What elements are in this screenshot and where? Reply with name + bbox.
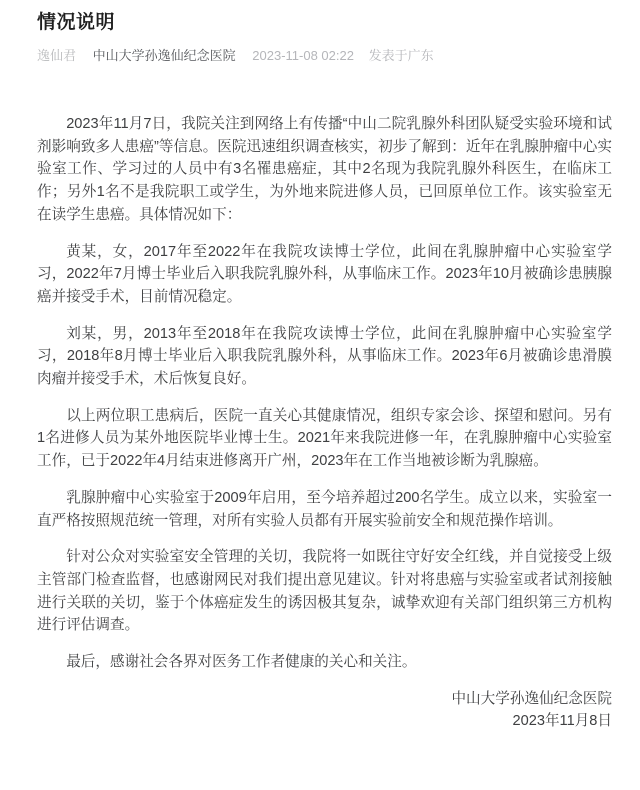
signature-block xyxy=(37,688,612,733)
page-title: 情况说明 xyxy=(37,12,116,33)
account-name-link[interactable]: 中山大学孙逸仙纪念医院 xyxy=(92,48,236,63)
publish-time: 2023-11-08 02:22 xyxy=(252,48,354,63)
statement-paragraph: 2023年11月7日，我院关注到网络上有传播“中山二院乳腺外科团队疑受实验环境和试剂影响致多人患癌”等信息。医院迅速组织调查核实，初步了解到：近年在乳腺肿瘤中心实验室工作、学习过的人员中有3名罹患癌症，其中2名现为我院乳腺外科医生，在临床工作；另外1名不是我院职工或学生，为外地来院进修人员，已回原单位工作。该实验室无在读学生患癌。具体情况如下： xyxy=(37,116,612,223)
statement-paragraph: 最后，感谢社会各界对医务工作者健康的关心和关注。 xyxy=(66,654,417,671)
article-meta xyxy=(37,48,612,63)
publish-location: 发表于广东 xyxy=(368,48,434,63)
statement-body xyxy=(37,113,612,674)
statement-paragraph: 黄某，女，2017年至2022年在我院攻读博士学位，此间在乳腺肿瘤中心实验室学习，2022年7月博士毕业后入职我院乳腺外科，从事临床工作。2023年10月被确诊患胰腺癌并接受手术，目前情况稳定。 xyxy=(37,243,612,305)
statement-paragraph: 以上两位职工患病后，医院一直关心其健康情况，组织专家会诊、探望和慰问。另有1名进修人员为某外地医院毕业博士生。2021年来我院进修一年，在乳腺肿瘤中心实验室工作，已于2022年4月结束进修离开广州，2023年在工作当地被诊断为乳腺癌。 xyxy=(37,407,612,470)
statement-paragraph: 刘某，男，2013年至2018年在我院攻读博士学位，此间在乳腺肿瘤中心实验室学习，2018年8月博士毕业后入职我院乳腺外科，从事临床工作。2023年6月被确诊患滑膜肉瘤并接受手术，术后恢复良好。 xyxy=(37,325,612,388)
statement-paragraph: 乳腺肿瘤中心实验室于2009年启用，至今培养超过200名学生。成立以来，实验室一直严格按照规范统一管理，对所有实验人员都有开展实验前安全和规范操作培训。 xyxy=(37,489,612,529)
statement-paragraph: 针对公众对实验室安全管理的关切，我院将一如既往守好安全红线，并自觉接受上级主管部门检查监督，也感谢网民对我们提出意见建议。针对将患癌与实验室或者试剂接触进行关联的关切，鉴于个体癌症发生的诱因极其复杂，诚挚欢迎有关部门组织第三方机构进行评估调查。 xyxy=(37,549,612,634)
author-name: 逸仙君 xyxy=(37,48,77,63)
signature-date: 2023年11月8日 xyxy=(512,713,612,730)
signature-signer: 中山大学孙逸仙纪念医院 xyxy=(451,690,612,707)
